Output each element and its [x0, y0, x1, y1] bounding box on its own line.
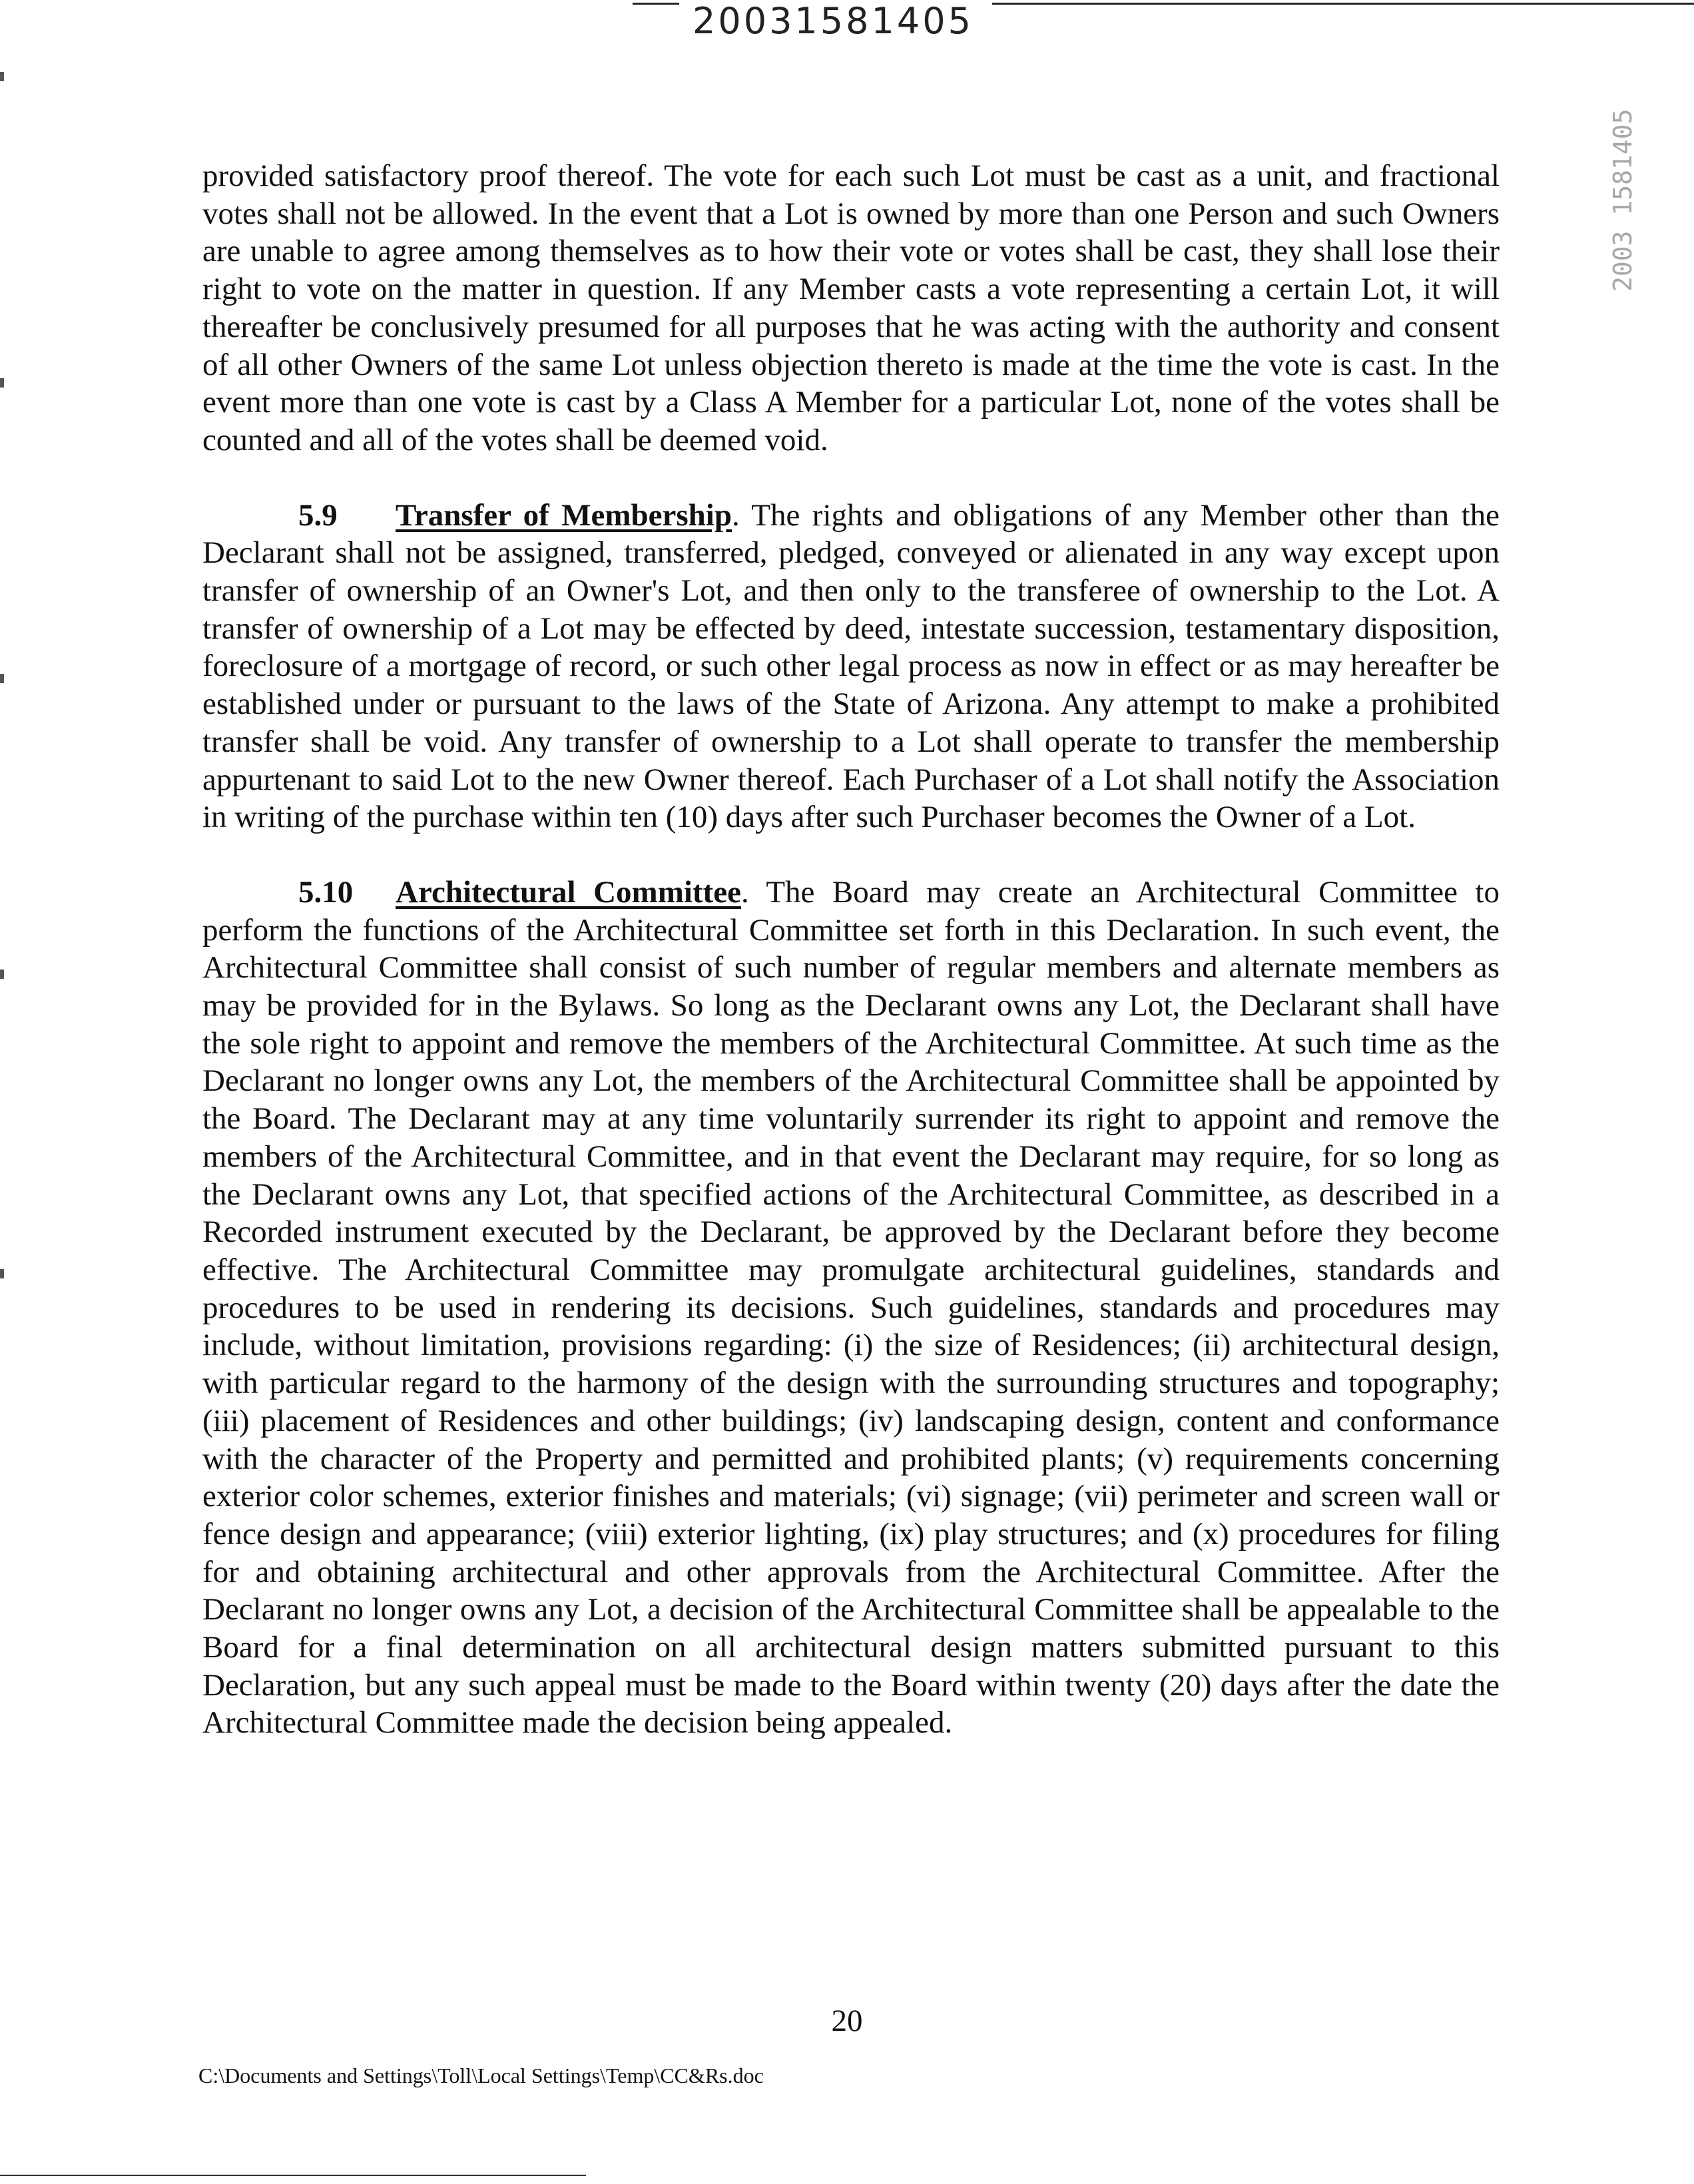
- paragraph-voting: [202, 157, 1500, 459]
- footer-file-path: C:\Documents and Settings\Toll\Local Settings\Temp\CC&Rs.doc: [198, 2063, 764, 2087]
- recording-stamp: 2003 1581405: [1608, 109, 1637, 292]
- scan-edge-mark: [0, 674, 4, 683]
- section-number: 5.10: [298, 874, 354, 910]
- scan-edge-mark: [0, 1269, 4, 1278]
- scan-edge-mark: [0, 969, 4, 979]
- section-title: Transfer of Membership: [396, 497, 732, 533]
- section-number: 5.9: [298, 497, 338, 533]
- section-5-10: [202, 874, 1500, 1742]
- section-title: Architectural Committee: [396, 874, 741, 910]
- scan-edge-mark: [0, 378, 4, 388]
- scan-edge-mark: [0, 72, 4, 81]
- section-text: The Board may create an Architectural Committee to perform the functions of the Architectural Committee set forth in this Declaration. In such event, the Architectural Committee shall consist of such number of regular members and alternate members as may be provided for in the Bylaws. So long as the Declarant owns any Lot, the Declarant shall have the sole right to appoint and remove the members of the Architectural Committee. At such time as the Declarant no longer owns any Lot, the members of the Architectural Committee shall be appointed by the Board. The Declarant may at any time voluntarily surrender its right to appoint and remove the members of the Architectural Committee, and in that event the Declarant may require, for so long as the Declarant owns any Lot, that specified actions of the Architectural Committee, as described in a Recorded instrument executed by the Declarant, be approved by the Declarant before they become effective. The Architectural Committee may promulgate architectural guidelines, standards and procedures to be used in rendering its decisions. Such guidelines, standards and procedures may include, without limitation, provisions regarding: (i) the size of Residences; (ii) architectural design, with particular regard to the harmony of the design with the surrounding structures and topography; (iii) placement of Residences and other buildings; (iv) landscaping design, content and conformance with the character of the Property and permitted and prohibited plants; (v) requirements concerning exterior color schemes, exterior finishes and materials; (vi) signage; (vii) perimeter and screen wall or fence design and appearance; (viii) exterior lighting, (ix) play structures; and (x) procedures for filing for and obtaining architectural and other approvals from the Architectural Committee. After the Declarant no longer owns any Lot, a decision of the Architectural Committee shall be appealable to the Board for a final determination on all architectural design matters submitted pursuant to this Declaration, but any such appeal must be made to the Board within twenty (20) days after the date the Architectural Committee made the decision being appealed.: [202, 874, 1500, 1741]
- section-text: The rights and obligations of any Member other than the Declarant shall not be assigned, transferred, pledged, conveyed or alienated in any way except upon transfer of ownership of an Owner's Lot, and then only to the transferee of ownership to the Lot. A transfer of ownership of a Lot may be effected by deed, intestate succession, testamentary disposition, foreclosure of a mortgage of record, or such other legal process as now in effect or as may hereafter be established under or pursuant to the laws of the State of Arizona. Any attempt to make a prohibited transfer shall be void. Any transfer of ownership to a Lot shall operate to transfer the membership appurtenant to said Lot to the new Owner thereof. Each Purchaser of a Lot shall notify the Association in writing of the purchase within ten (10) days after such Purchaser becomes the Owner of a Lot.: [202, 497, 1500, 835]
- header-rule-right: [992, 3, 1694, 5]
- section-5-9: [202, 497, 1500, 836]
- document-body: [202, 157, 1500, 1779]
- section-title-period: .: [740, 874, 766, 910]
- page-number: 20: [831, 2004, 863, 2038]
- document-number: 20031581405: [693, 0, 974, 42]
- paragraph-text: provided satisfactory proof thereof. The vote for each such Lot must be cast as a unit, and fractional votes shall not be allowed. In the event that a Lot is owned by more than one Person and such Owners are unable to agree among themselves as to how their vote or votes shall be cast, they shall lose their right to vote on the matter in question. If any Member casts a vote representing a certain Lot, it will thereafter be conclusively presumed for all purposes that he was acting with the authority and consent of all other Owners of the same Lot unless objection thereto is made at the time the vote is cast. In the event more than one vote is cast by a Class A Member for a particular Lot, none of the votes shall be counted and all of the votes shall be deemed void.: [202, 158, 1500, 457]
- footer-rule: [0, 2175, 586, 2176]
- header-rule-left: [633, 3, 679, 5]
- section-title-period: .: [732, 497, 752, 533]
